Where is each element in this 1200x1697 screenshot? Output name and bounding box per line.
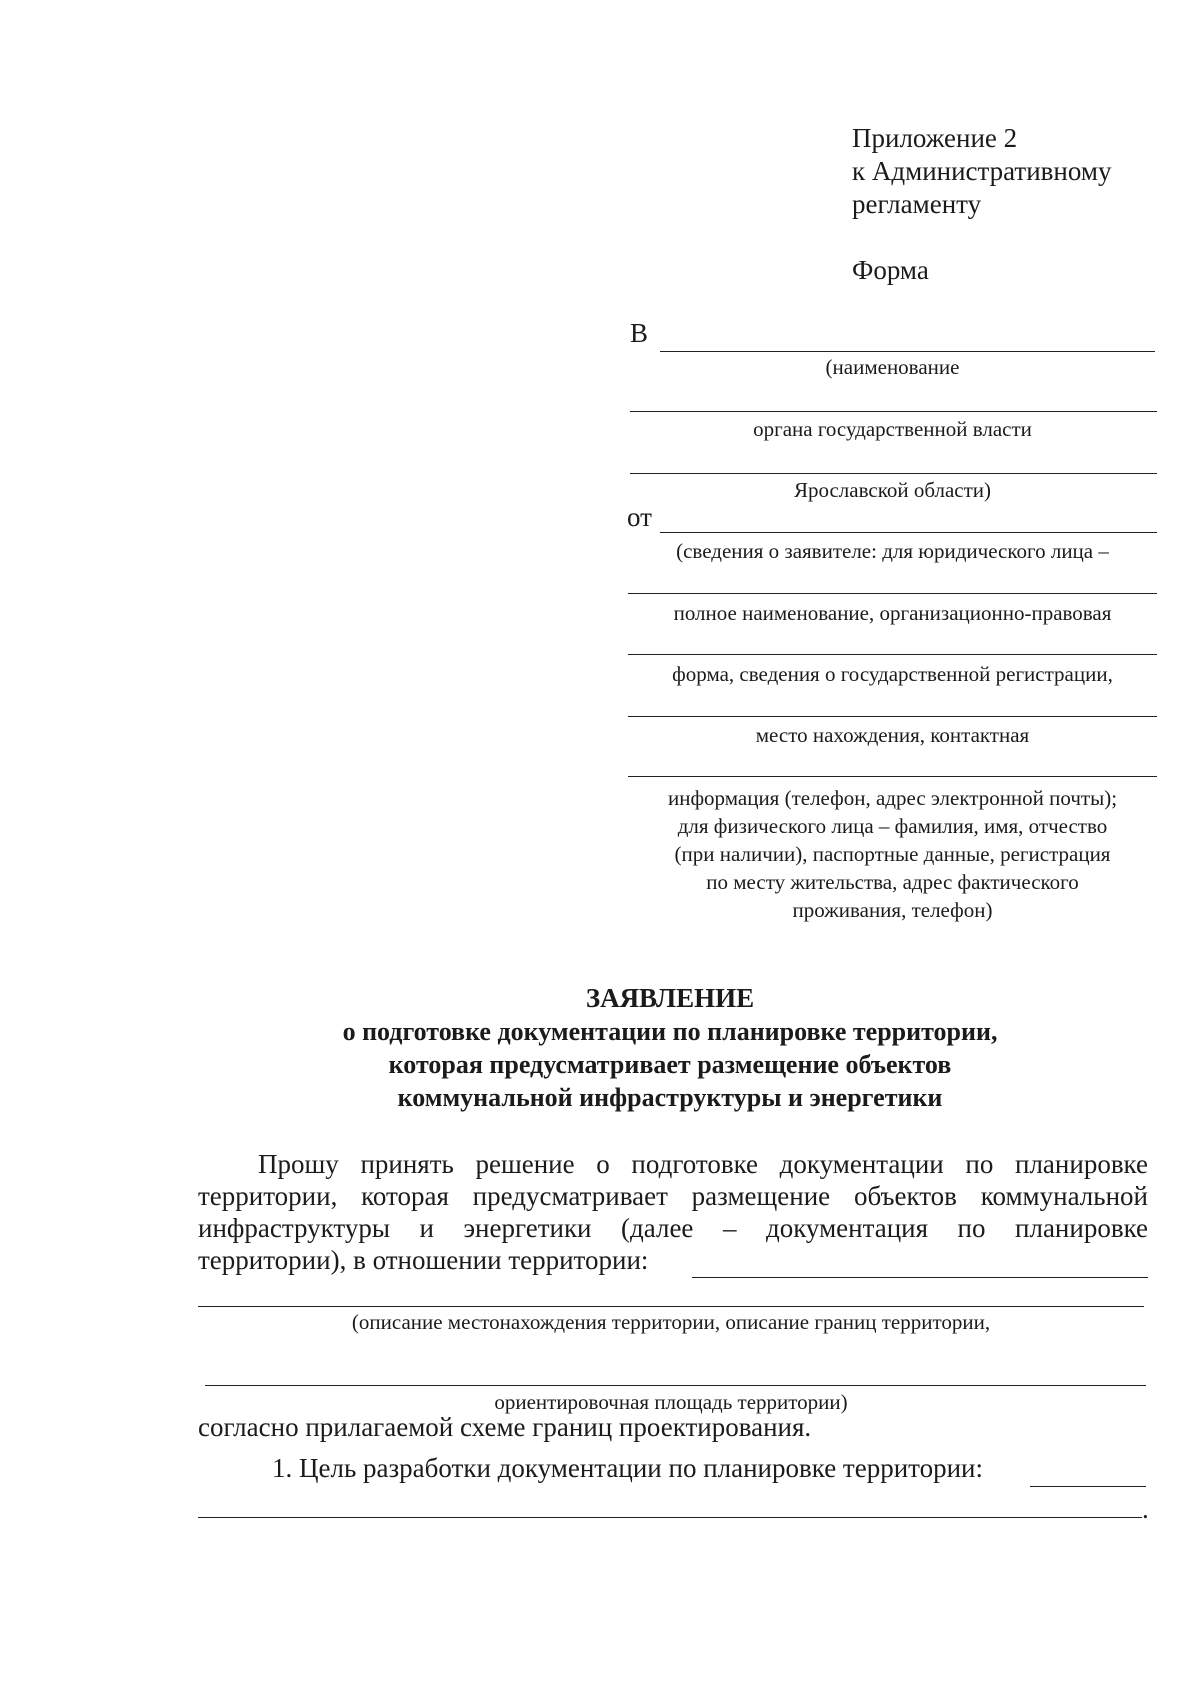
addressee-fill-line[interactable]: [630, 473, 1157, 474]
appendix-header: [852, 122, 1111, 221]
item-1-end: .: [1142, 1494, 1149, 1524]
appendix-line: к Административному: [852, 156, 1112, 186]
appendix-line: регламенту: [852, 189, 982, 219]
applicant-fill-line[interactable]: [628, 593, 1157, 594]
form-label: Форма: [852, 255, 929, 285]
title-subline: о подготовке документации по планировке территории,: [342, 1017, 998, 1046]
paragraph-line: Прошу принять решение о подготовке документации по планировке: [258, 1149, 1148, 1179]
territory-caption: ориентировочная площадь территории): [494, 1390, 848, 1414]
addressee-fill-line[interactable]: [660, 351, 1155, 352]
appendix-line: Приложение 2: [852, 123, 1018, 153]
territory-fill-line[interactable]: [205, 1385, 1146, 1386]
paragraph-line: территории, которая предусматривает размещение объектов коммунальной: [198, 1181, 1148, 1211]
applicant-caption-multiline: [630, 784, 1155, 924]
addressee-caption: органа государственной власти: [753, 417, 1032, 441]
territory-fill-line[interactable]: [692, 1277, 1148, 1278]
applicant-caption: форма, сведения о государственной регистрации,: [672, 662, 1113, 686]
applicant-fill-line[interactable]: [660, 532, 1157, 533]
paragraph-line: инфраструктуры и энергетики (далее – документация по планировке: [198, 1213, 1148, 1243]
applicant-caption: место нахождения, контактная: [755, 723, 1030, 747]
document-title: [180, 982, 1160, 1114]
according-text: согласно прилагаемой схеме границ проектирования.: [198, 1412, 812, 1442]
applicant-caption: полное наименование, организационно-правовая: [673, 601, 1112, 625]
applicant-caption: (сведения о заявителе: для юридического лица –: [676, 539, 1109, 563]
addressee-fill-line[interactable]: [630, 411, 1157, 412]
title-subline: коммунальной инфраструктуры и энергетики: [397, 1083, 943, 1112]
paragraph-line: территории), в отношении территории:: [198, 1245, 649, 1275]
applicant-caption-line: проживания, телефон): [792, 898, 993, 922]
purpose-fill-line[interactable]: [198, 1517, 1142, 1518]
title-main: ЗАЯВЛЕНИЕ: [585, 983, 755, 1013]
applicant-prefix: от: [627, 502, 652, 532]
title-subline: которая предусматривает размещение объектов: [388, 1050, 952, 1079]
item-1-text: 1. Цель разработки документации по планировке территории:: [272, 1453, 984, 1483]
applicant-caption-line: информация (телефон, адрес электронной почты);: [667, 786, 1118, 810]
applicant-fill-line[interactable]: [628, 654, 1157, 655]
purpose-fill-line[interactable]: [1030, 1486, 1146, 1487]
addressee-prefix: В: [630, 318, 649, 348]
applicant-fill-line[interactable]: [628, 776, 1157, 777]
territory-fill-line[interactable]: [198, 1306, 1144, 1307]
applicant-fill-line[interactable]: [628, 716, 1157, 717]
applicant-caption-line: для физического лица – фамилия, имя, отчество: [677, 814, 1108, 838]
applicant-caption-line: по месту жительства, адрес фактического: [706, 870, 1079, 894]
addressee-caption: (наименование: [825, 355, 960, 379]
addressee-caption: Ярославской области): [793, 478, 992, 502]
territory-caption: (описание местонахождения территории, описание границ территории,: [351, 1310, 991, 1334]
applicant-caption-line: (при наличии), паспортные данные, регистрация: [674, 842, 1111, 866]
